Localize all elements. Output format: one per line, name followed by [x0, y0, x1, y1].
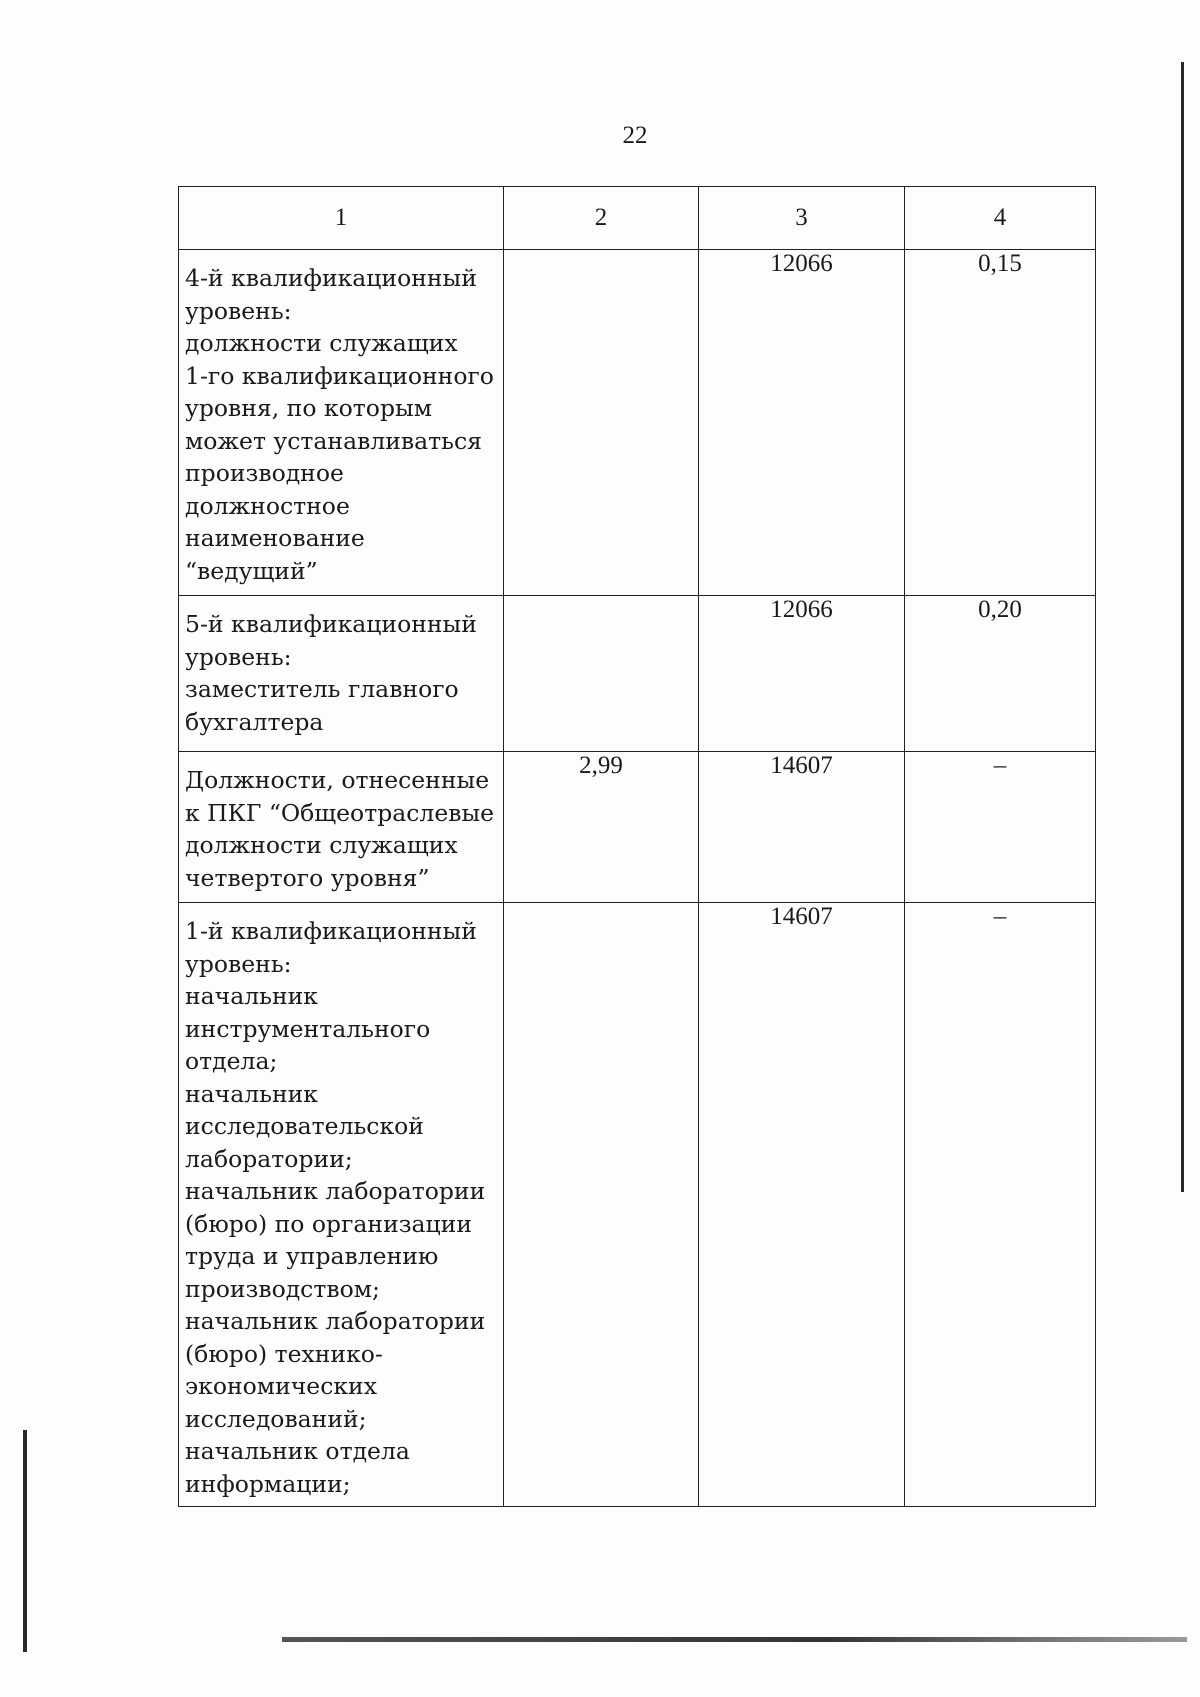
column-header-1: 1 [179, 187, 504, 250]
table-row [179, 250, 1096, 596]
position-description [179, 596, 504, 752]
description-text: 4-й квалификационный уровень: должности служащих 1-го квалификационного уровня, по которым может устанавливаться производное должностное наименование “ведущий” [185, 264, 494, 585]
coefficient-cell [504, 250, 699, 596]
table-row [179, 752, 1096, 903]
column-header-4: 4 [905, 187, 1096, 250]
increase-coefficient-cell: 0,20 [905, 596, 1096, 752]
table-row [179, 596, 1096, 752]
coefficient-cell: 2,99 [504, 752, 699, 903]
base-salary-cell: 14607 [699, 903, 905, 1507]
table-row [179, 903, 1096, 1507]
table-header-row [179, 187, 1096, 250]
column-header-2: 2 [504, 187, 699, 250]
column-header-3: 3 [699, 187, 905, 250]
description-text: Должности, отнесенные к ПКГ “Общеотраслевые должности служащих четвертого уровня” [185, 766, 495, 892]
salary-table [178, 186, 1096, 1507]
position-description [179, 752, 504, 903]
description-text: 5-й квалификационный уровень: заместитель главного бухгалтера [185, 610, 477, 736]
coefficient-cell [504, 596, 699, 752]
position-description [179, 250, 504, 596]
description-text: 1-й квалификационный уровень: начальник инструментального отдела; начальник исследовательской лаборатории; начальник лаборатории (бюро) по организации труда и управлению производством; начальник лаборатории (бюро) технико- экономических исследований; начальник отдела информации; [185, 917, 486, 1498]
increase-coefficient-cell: – [905, 752, 1096, 903]
scan-edge-left [23, 1430, 27, 1652]
increase-coefficient-cell: – [905, 903, 1096, 1507]
page-number: 22 [622, 122, 648, 149]
base-salary-cell: 12066 [699, 596, 905, 752]
coefficient-cell [504, 903, 699, 1507]
scan-edge-right [1181, 62, 1184, 1192]
base-salary-cell: 12066 [699, 250, 905, 596]
increase-coefficient-cell: 0,15 [905, 250, 1096, 596]
position-description [179, 903, 504, 1507]
scan-edge-bottom [282, 1637, 1187, 1642]
base-salary-cell: 14607 [699, 752, 905, 903]
